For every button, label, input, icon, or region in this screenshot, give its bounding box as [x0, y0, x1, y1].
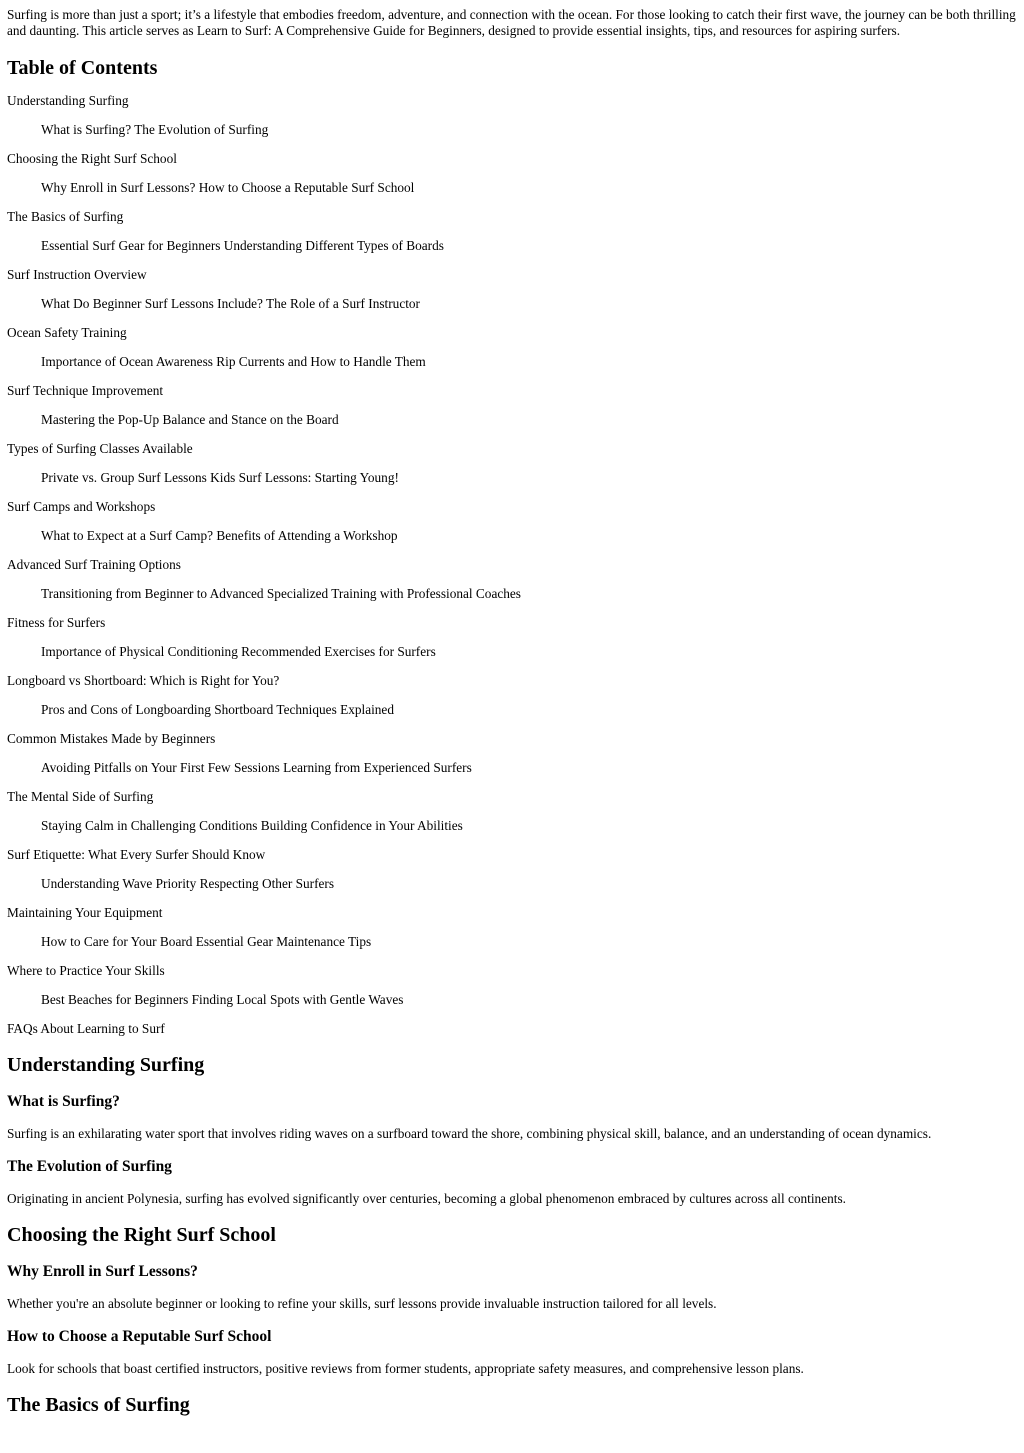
section-heading: Choosing the Right Surf School — [7, 1224, 276, 1246]
toc-link[interactable]: Understanding Surfing — [7, 93, 129, 108]
toc-sublink[interactable]: How to Care for Your Board Essential Gear Maintenance Tips — [41, 934, 372, 949]
subsection-paragraph: Originating in ancient Polynesia, surfing has evolved significantly over centuries, becoming a global phenomenon embraced by cultures across all continents. — [7, 1191, 846, 1206]
toc-sublink[interactable]: Mastering the Pop-Up Balance and Stance on the Board — [41, 412, 339, 427]
intro-paragraph: Surfing is more than just a sport; it’s a lifestyle that embodies freedom, adventure, and connection with the ocean. For those looking to catch their first wave, the journey can be both thrilling and daunting. This article serves as Learn to Surf: A Comprehensive Guide for Beginners, designed to provide essential insights, tips, and resources for aspiring surfers. — [7, 7, 1016, 38]
toc-link[interactable]: Surf Instruction Overview — [7, 267, 147, 282]
toc-link[interactable]: Types of Surfing Classes Available — [7, 441, 193, 456]
toc-link[interactable]: Where to Practice Your Skills — [7, 963, 165, 978]
toc-link[interactable]: Surf Camps and Workshops — [7, 499, 156, 514]
toc-sublink[interactable]: Importance of Ocean Awareness Rip Currents and How to Handle Them — [41, 354, 426, 369]
toc-sublink[interactable]: Transitioning from Beginner to Advanced Specialized Training with Professional Coaches — [41, 586, 521, 601]
toc-link[interactable]: Surf Technique Improvement — [7, 383, 164, 398]
toc-sublink[interactable]: Best Beaches for Beginners Finding Local Spots with Gentle Waves — [41, 992, 404, 1007]
subsection-heading: Why Enroll in Surf Lessons? — [7, 1263, 198, 1280]
subsection-heading: How to Choose a Reputable Surf School — [7, 1328, 272, 1345]
toc-sublink[interactable]: Private vs. Group Surf Lessons Kids Surf Lessons: Starting Young! — [41, 470, 399, 485]
toc-sublink[interactable]: Staying Calm in Challenging Conditions Building Confidence in Your Abilities — [41, 818, 463, 833]
toc-sublink[interactable]: Understanding Wave Priority Respecting Other Surfers — [41, 876, 334, 891]
subsection-paragraph: Look for schools that boast certified instructors, positive reviews from former students, appropriate safety measures, and comprehensive lesson plans. — [7, 1361, 804, 1376]
toc-sublink[interactable]: What is Surfing? The Evolution of Surfing — [41, 122, 269, 137]
toc-link[interactable]: Maintaining Your Equipment — [7, 905, 163, 920]
toc-link[interactable]: Common Mistakes Made by Beginners — [7, 731, 216, 746]
section-heading: Understanding Surfing — [7, 1054, 205, 1076]
toc-link[interactable]: Fitness for Surfers — [7, 615, 106, 630]
subsection-heading: What is Surfing? — [7, 1093, 120, 1110]
toc-link[interactable]: The Mental Side of Surfing — [7, 789, 154, 804]
toc-sublink[interactable]: Why Enroll in Surf Lessons? How to Choose a Reputable Surf School — [41, 180, 415, 195]
toc-link[interactable]: Surf Etiquette: What Every Surfer Should Know — [7, 847, 266, 862]
toc-link[interactable]: Ocean Safety Training — [7, 325, 127, 340]
subsection-paragraph: Whether you're an absolute beginner or looking to refine your skills, surf lessons provide invaluable instruction tailored for all levels. — [7, 1296, 717, 1311]
subsection-paragraph: Surfing is an exhilarating water sport that involves riding waves on a surfboard toward the shore, combining physical skill, balance, and an understanding of ocean dynamics. — [7, 1126, 932, 1141]
toc-sublink[interactable]: Essential Surf Gear for Beginners Understanding Different Types of Boards — [41, 238, 444, 253]
article-sections — [7, 1053, 1017, 1417]
toc-sublink[interactable]: Importance of Physical Conditioning Recommended Exercises for Surfers — [41, 644, 436, 659]
toc-link[interactable]: The Basics of Surfing — [7, 209, 124, 224]
toc-link[interactable]: Advanced Surf Training Options — [7, 557, 181, 572]
subsection-heading: The Evolution of Surfing — [7, 1158, 172, 1175]
toc-sublink[interactable]: Avoiding Pitfalls on Your First Few Sessions Learning from Experienced Surfers — [41, 760, 472, 775]
toc-heading: Table of Contents — [7, 57, 158, 79]
toc-link[interactable]: Choosing the Right Surf School — [7, 151, 177, 166]
table-of-contents — [7, 93, 1017, 1037]
article — [0, 7, 1024, 1417]
toc-sublink[interactable]: Pros and Cons of Longboarding Shortboard Techniques Explained — [41, 702, 394, 717]
toc-sublink[interactable]: What to Expect at a Surf Camp? Benefits of Attending a Workshop — [41, 528, 398, 543]
section-heading: The Basics of Surfing — [7, 1394, 190, 1416]
toc-link[interactable]: FAQs About Learning to Surf — [7, 1021, 165, 1036]
toc-link[interactable]: Longboard vs Shortboard: Which is Right for You? — [7, 673, 280, 688]
toc-sublink[interactable]: What Do Beginner Surf Lessons Include? The Role of a Surf Instructor — [41, 296, 420, 311]
